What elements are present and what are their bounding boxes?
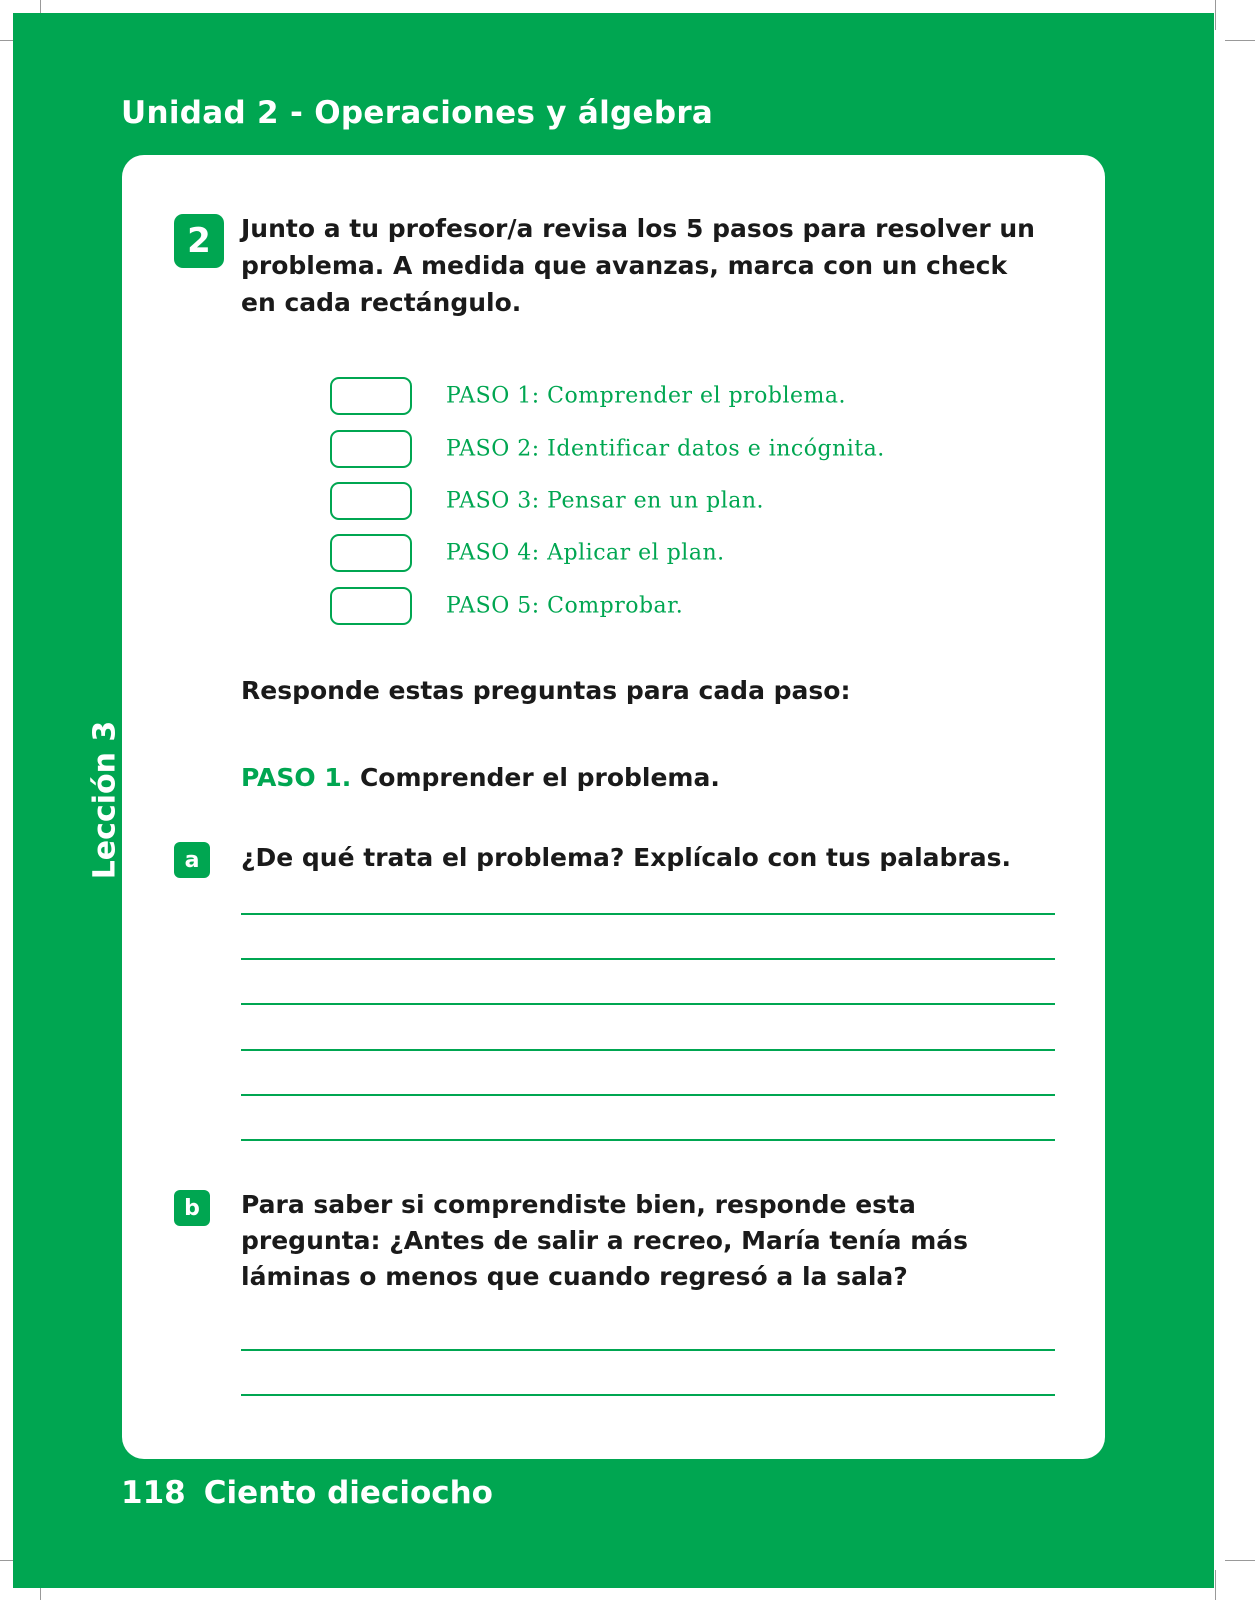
activity-number-badge: 2 — [174, 214, 224, 268]
crop-mark — [1225, 40, 1255, 41]
step-label: PASO 5: Comprobar. — [446, 593, 684, 619]
step-row — [330, 479, 765, 523]
step-row — [330, 584, 684, 628]
question-text: ¿De qué trata el problema? Explícalo con tus palabras. — [241, 843, 1011, 872]
step-label: PASO 4: Aplicar el plan. — [446, 540, 725, 566]
question-letter-badge: b — [174, 1190, 210, 1226]
step-row — [330, 531, 725, 575]
answer-line[interactable] — [241, 1003, 1055, 1005]
step-checkbox[interactable] — [330, 377, 412, 415]
paso-prefix: PASO 1. — [241, 763, 352, 792]
step-checkbox[interactable] — [330, 534, 412, 572]
step-label: PASO 1: Comprender el problema. — [446, 383, 847, 409]
question-letter-badge: a — [174, 842, 210, 878]
answer-line[interactable] — [241, 1394, 1055, 1396]
answer-line[interactable] — [241, 958, 1055, 960]
answer-line[interactable] — [241, 1049, 1055, 1051]
question-text: Para saber si comprendiste bien, responde esta pregunta: ¿Antes de salir a recreo, María tenía más láminas o menos que cuando regresó a la sala? — [241, 1190, 969, 1291]
answer-line[interactable] — [241, 1139, 1055, 1141]
page-number: 118 — [121, 1475, 186, 1511]
answer-line[interactable] — [241, 1349, 1055, 1351]
paso-heading — [241, 763, 720, 792]
step-row — [330, 374, 847, 418]
step-checkbox[interactable] — [330, 587, 412, 625]
page-number-words: Ciento dieciocho — [203, 1475, 493, 1511]
paso-text: Comprender el problema. — [359, 763, 720, 792]
step-label: PASO 3: Pensar en un plan. — [446, 488, 765, 514]
page-footer — [121, 1475, 493, 1511]
unit-title: Unidad 2 - Operaciones y álgebra — [121, 95, 714, 131]
answer-line[interactable] — [241, 1094, 1055, 1096]
respond-prompt: Responde estas preguntas para cada paso: — [241, 676, 851, 705]
crop-mark — [1215, 1570, 1216, 1600]
lesson-label: Lección 3 — [87, 720, 123, 880]
crop-mark — [1215, 0, 1216, 30]
crop-mark — [1225, 1560, 1255, 1561]
step-row — [330, 427, 885, 471]
answer-line[interactable] — [241, 913, 1055, 915]
activity-instruction: Junto a tu profesor/a revisa los 5 pasos para resolver un problema. A medida que avanzas, marca con un check en cada rectángulo. — [241, 214, 1035, 317]
step-label: PASO 2: Identificar datos e incógnita. — [446, 436, 885, 462]
step-checkbox[interactable] — [330, 482, 412, 520]
step-checkbox[interactable] — [330, 430, 412, 468]
